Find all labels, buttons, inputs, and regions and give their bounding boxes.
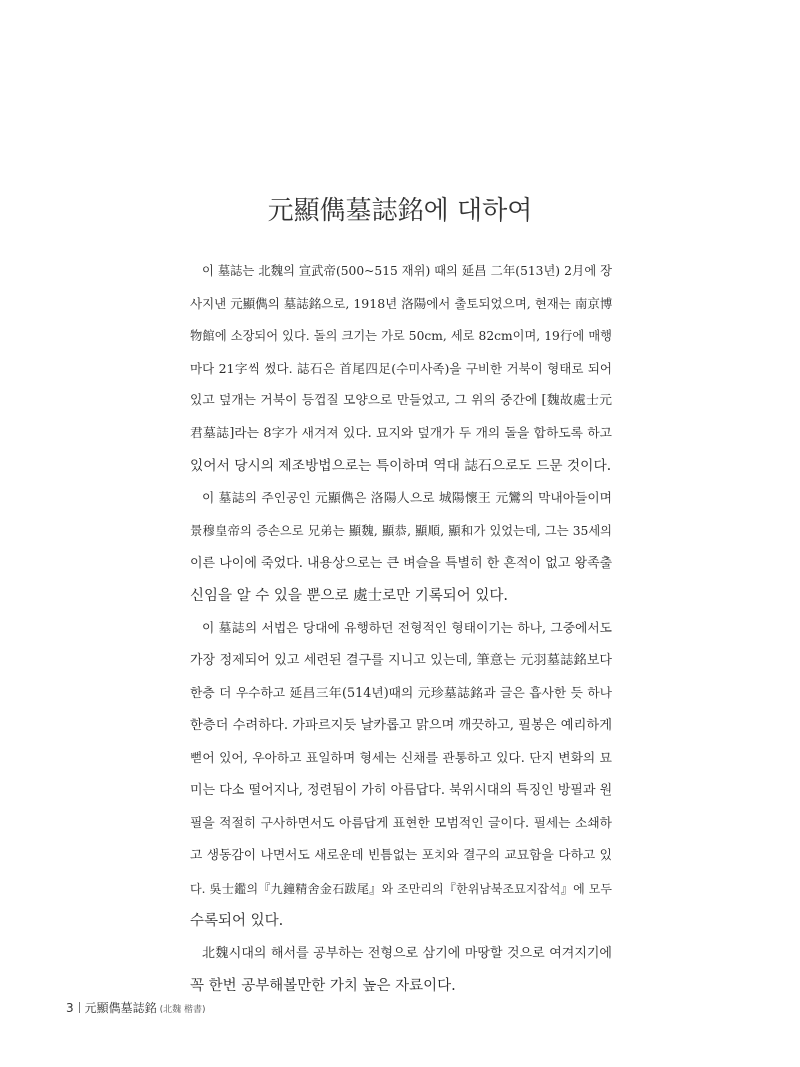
text-line: 한층 더 우수하고 延昌三年(514년)때의 元珍墓誌銘과 글은 흡사한 듯 하나 [190, 685, 612, 701]
text-line: 이 墓誌의 주인공인 元顯儁은 洛陽人으로 城陽懷王 元鸞의 막내아들이며 [202, 490, 612, 506]
text-line: 필을 적절히 구사하면서도 아름답게 표현한 모범적인 글이다. 필세는 소쇄하 [190, 815, 612, 831]
text-line: 있어서 당시의 제조방법으로는 특이하며 역대 誌石으로도 드문 것이다. [190, 458, 612, 474]
text-line: 수록되어 있다. [190, 913, 284, 929]
text-line: 사지낸 元顯儁의 墓誌銘으로, 1918년 洛陽에서 출토되었으며, 현재는 南京博 [190, 295, 612, 311]
text-line: 景穆皇帝의 증손으로 兄弟는 顯魏, 顯恭, 顯順, 顯和가 있었는데, 그는 35세의 [190, 524, 612, 538]
text-line: 이 墓誌는 北魏의 宣武帝(500~515 재위) 때의 延昌 二年(513년) 2月에 장 [202, 264, 612, 278]
text-line: 있고 덮개는 거북이 등껍질 모양으로 만들었고, 그 위의 중간에 [魏故處士元 [190, 393, 612, 408]
body-text [190, 255, 612, 1003]
text-line: 한층더 수려하다. 가파르지듯 날카롭고 맑으며 깨끗하고, 필봉은 예리하게 [190, 718, 612, 733]
page-footer [66, 997, 206, 1017]
text-line: 北魏시대의 해서를 공부하는 전형으로 삼기에 마땅할 것으로 여겨지기에 [202, 945, 612, 961]
book-title: 元顯儁墓誌銘 [84, 1001, 157, 1015]
text-line: 뻗어 있어, 우아하고 표일하며 형세는 신채를 관통하고 있다. 단지 변화의 묘 [190, 750, 612, 766]
text-line: 마다 21字씩 썼다. 誌石은 首尾四足(수미사족)을 구비한 거북이 형태로 되어 [190, 360, 612, 376]
text-line: 미는 다소 떨어지나, 정련됨이 가히 아름답다. 북위시대의 특징인 방필과 원 [190, 783, 612, 798]
text-line: 꼭 한번 공부해볼만한 가치 높은 자료이다. [190, 978, 456, 994]
text-line: 君墓誌]라는 8字가 새겨져 있다. 묘지와 덮개가 두 개의 돌을 합하도록 하고 [190, 425, 612, 441]
text-line: 신임을 알 수 있을 뿐으로 處士로만 기록되어 있다. [190, 588, 508, 604]
footer-divider [79, 1002, 80, 1013]
book-subtitle: (北魏 楷書) [159, 1005, 206, 1015]
text-line: 가장 정제되어 있고 세련된 결구를 지니고 있는데, 筆意는 元羽墓誌銘보다 [190, 653, 612, 668]
text-line: 이른 나이에 죽었다. 내용상으로는 큰 벼슬을 특별히 한 흔적이 없고 왕족출 [190, 555, 612, 571]
text-line: 이 墓誌의 서법은 당대에 유행하던 전형적인 형태이기는 하나, 그중에서도 [202, 620, 612, 636]
page-number: 3 [66, 1001, 74, 1015]
text-line: 物館에 소장되어 있다. 돌의 크기는 가로 50cm, 세로 82cm이며, 19行에 매행 [190, 329, 612, 343]
page-title: 元顯儁墓誌銘에 대하여 [267, 196, 533, 226]
text-line: 고 생동감이 나면서도 새로운데 빈틈없는 포치와 결구의 교묘함을 다하고 있 [190, 848, 612, 863]
text-line: 다. 吳士鑑의『九鐘精舍金石跋尾』와 조만리의『한위남북조묘지잡석』에 모두 [190, 881, 612, 896]
